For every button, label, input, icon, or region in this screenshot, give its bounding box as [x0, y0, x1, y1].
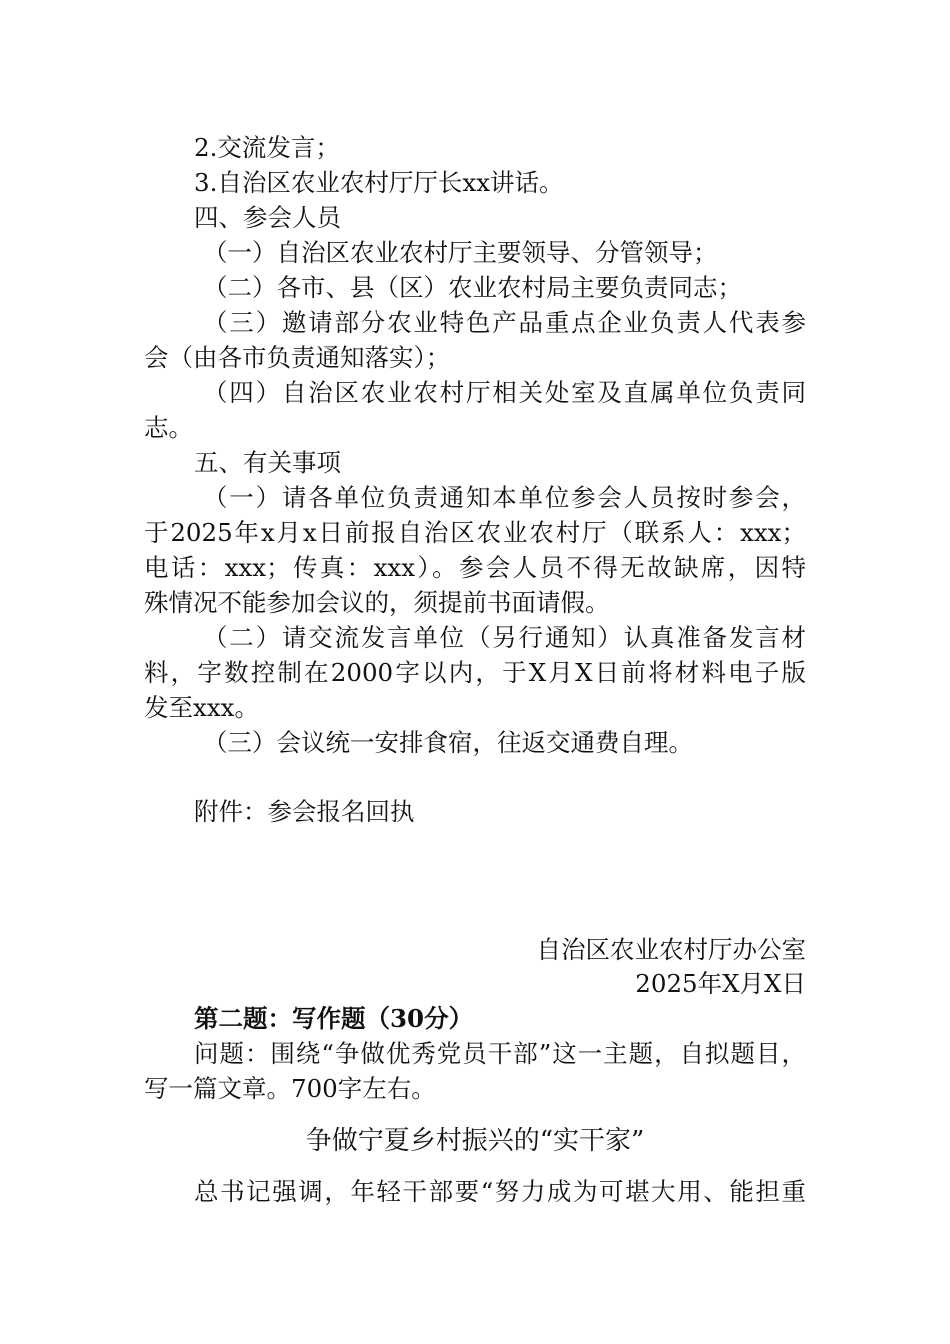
section-heading-matters: 五、有关事项 — [194, 448, 341, 477]
essay-title: 争做宁夏乡村振兴的“实干家” — [305, 1126, 645, 1156]
section-heading-attendees: 四、参会人员 — [194, 203, 341, 232]
attendee-item-4-line-2: 志。 — [144, 413, 193, 442]
matter-item-2-line-3: 发至xxx。 — [144, 693, 259, 722]
matter-item-1-line-3: 电话：xxx；传真：xxx）。参会人员不得无故缺席，因特 — [144, 553, 806, 582]
attendee-item-3-line-2: 会（由各市负责通知落实）； — [144, 343, 451, 372]
matter-item-3: （三）会议统一安排食宿，往返交通费自理。 — [203, 728, 693, 757]
agenda-item-3: 3.自治区农业农村厅厅长xx讲话。 — [194, 168, 564, 197]
matter-item-2-line-2: 料，字数控制在2000字以内，于X月X日前将材料电子版 — [144, 658, 806, 687]
attendee-item-3-line-1: （三）邀请部分农业特色产品重点企业负责人代表参 — [203, 308, 806, 337]
attendee-item-4-line-1: （四）自治区农业农村厅相关处室及直属单位负责同 — [203, 378, 806, 407]
signature-date: 2025年X月X日 — [635, 969, 806, 998]
matter-item-1-line-2: 于2025年x月x日前报自治区农业农村厅（联系人：xxx； — [144, 518, 806, 547]
question-line-2: 写一篇文章。700字左右。 — [144, 1074, 436, 1103]
matter-item-1-line-1: （一）请各单位负责通知本单位参会人员按时参会， — [203, 483, 806, 512]
attachment-note: 附件：参会报名回执 — [194, 797, 415, 826]
question-line-1: 问题：围绕“争做优秀党员干部”这一主题，自拟题目， — [194, 1039, 806, 1068]
matter-item-2-line-1: （二）请交流发言单位（另行通知）认真准备发言材 — [203, 623, 806, 652]
question-heading: 第二题：写作题（30分） — [194, 1004, 474, 1033]
agenda-item-2: 2.交流发言； — [194, 133, 340, 162]
attendee-item-1: （一）自治区农业农村厅主要领导、分管领导； — [203, 238, 718, 267]
essay-first-line: 总书记强调，年轻干部要“努力成为可堪大用、能担重 — [194, 1177, 806, 1206]
attendee-item-2: （二）各市、县（区）农业农村局主要负责同志； — [203, 273, 742, 302]
signature-organization: 自治区农业农村厅办公室 — [536, 935, 806, 964]
matter-item-1-line-4: 殊情况不能参加会议的，须提前书面请假。 — [144, 588, 610, 617]
